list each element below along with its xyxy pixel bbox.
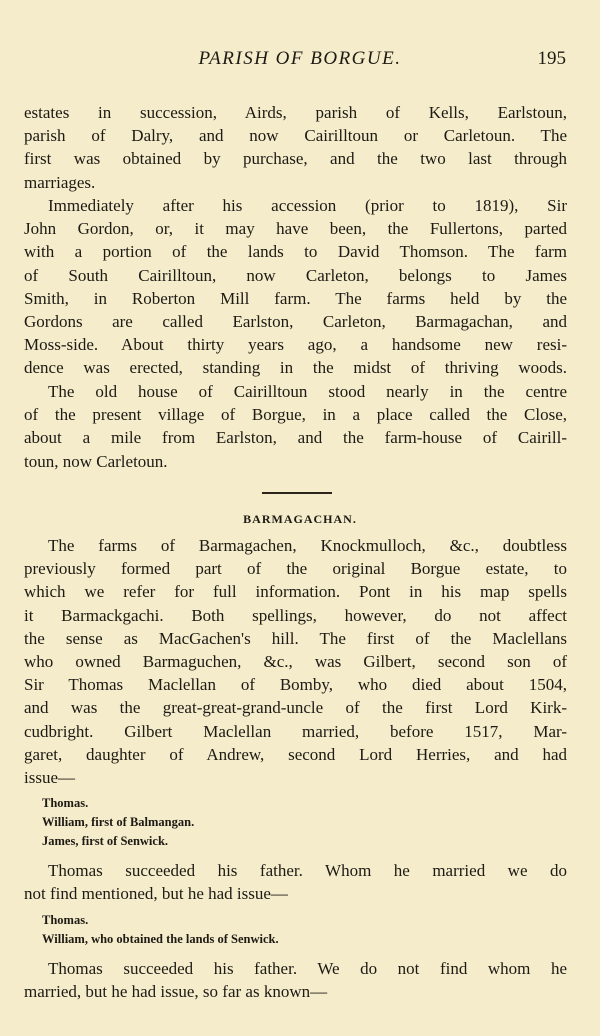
section-divider bbox=[262, 492, 332, 494]
paragraph-old-house bbox=[24, 380, 567, 473]
list-item: James, first of Senwick. bbox=[42, 834, 169, 848]
text-line: marriages. bbox=[24, 172, 96, 192]
text-line: cudbright. Gilbert Maclellan married, before 1517, Mar- bbox=[24, 721, 567, 741]
text-line: it Barmackgachi. Both spellings, however, do not affect bbox=[24, 605, 567, 625]
text-line: The farms of Barmagachen, Knockmulloch, &c., doubtless bbox=[48, 536, 567, 555]
text-line: first was obtained by purchase, and the two last through bbox=[24, 149, 567, 169]
text-line: married, but he had issue, so far as known— bbox=[24, 982, 328, 1002]
text-line: previously formed part of the original Borgue estate, to bbox=[24, 559, 567, 579]
paragraph-barmagachen bbox=[24, 534, 567, 789]
text-line: Smith, in Roberton Mill farm. The farms held by the bbox=[24, 288, 567, 308]
text-line: Sir Thomas Maclellan of Bomby, who died about 1504, bbox=[24, 675, 567, 695]
text-line: of the present village of Borgue, in a place called the Close, bbox=[24, 405, 567, 425]
text-line: Moss-side. About thirty years ago, a handsome new resi- bbox=[24, 335, 567, 355]
text-line: the sense as MacGachen's hill. The first of the Maclellans bbox=[24, 628, 567, 648]
text-line: not find mentioned, but he had issue— bbox=[24, 884, 288, 904]
text-line: dence was erected, standing in the midst of thriving woods. bbox=[24, 358, 567, 378]
text-line: parish of Dalry, and now Cairilltoun or Carletoun. The bbox=[24, 126, 567, 146]
text-line: Gordons are called Earlston, Carleton, Barmagachan, and bbox=[24, 311, 567, 331]
text-line: Thomas succeeded his father. Whom he married we do bbox=[48, 861, 567, 880]
text-line: issue— bbox=[24, 767, 75, 787]
list-item: William, first of Balmangan. bbox=[42, 815, 195, 829]
text-line: Thomas succeeded his father. We do not find whom he bbox=[48, 959, 567, 978]
text-line: of South Cairilltoun, now Carleton, belongs to James bbox=[24, 265, 567, 285]
list-item: William, who obtained the lands of Senwick. bbox=[42, 932, 279, 946]
list-item: Thomas. bbox=[42, 796, 89, 810]
paragraph-thomas-first bbox=[24, 859, 567, 905]
page-number: 195 bbox=[537, 48, 566, 69]
issue-list-thomas bbox=[42, 911, 562, 949]
running-header-title: PARISH OF BORGUE. bbox=[198, 48, 402, 69]
paragraph-accession bbox=[24, 194, 567, 380]
text-line: garet, daughter of Andrew, second Lord Herries, and had bbox=[24, 744, 567, 764]
text-line: who owned Barmaguchen, &c., was Gilbert, second son of bbox=[24, 651, 567, 671]
text-line: toun, now Carletoun. bbox=[24, 451, 168, 471]
paragraph-estates bbox=[24, 101, 567, 194]
list-item: Thomas. bbox=[42, 913, 89, 927]
text-line: which we refer for full information. Pont in his map spells bbox=[24, 582, 567, 602]
text-line: about a mile from Earlston, and the farm-house of Cairill- bbox=[24, 428, 567, 448]
issue-list-gilbert bbox=[42, 794, 562, 851]
text-line: estates in succession, Airds, parish of Kells, Earlstoun, bbox=[24, 103, 567, 122]
section-heading: BARMAGACHAN. bbox=[243, 512, 357, 526]
text-line: The old house of Cairilltoun stood nearly in the centre bbox=[48, 382, 567, 401]
paragraph-thomas-second bbox=[24, 957, 567, 1003]
text-line: and was the great-great-grand-uncle of the first Lord Kirk- bbox=[24, 698, 567, 718]
text-line: with a portion of the lands to David Thomson. The farm bbox=[24, 242, 567, 262]
text-line: John Gordon, or, it may have been, the Fullertons, parted bbox=[24, 219, 567, 239]
text-line: Immediately after his accession (prior to 1819), Sir bbox=[48, 196, 567, 215]
